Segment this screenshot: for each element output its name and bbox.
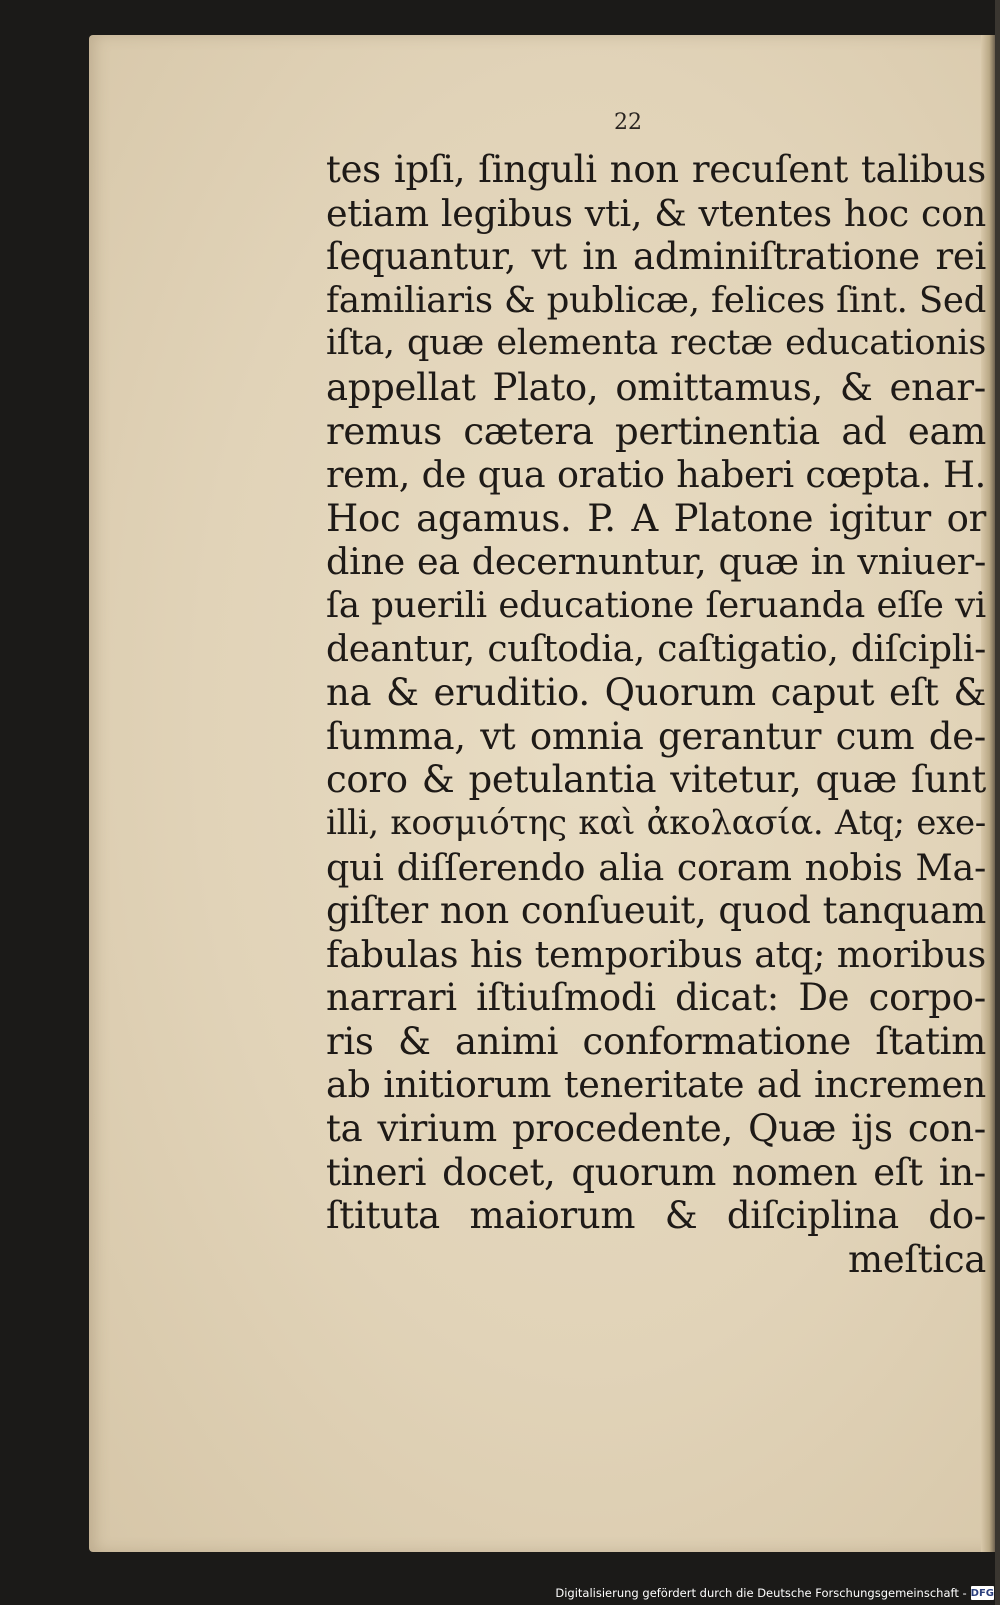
text-line: rem, de qua oratio haberi cœpta. H. (326, 453, 986, 497)
text-line: narrari iſtiuſmodi dicat: De corpo- (326, 976, 986, 1020)
text-line: ſumma, vt omnia gerantur cum de- (326, 714, 986, 758)
text-line: ta virium procedente, Quæ ijs con- (326, 1107, 986, 1151)
text-line: tineri docet, quorum nomen eſt in- (326, 1150, 986, 1194)
text-line: ris & animi conformatione ſtatim (326, 1019, 986, 1063)
page-number: 22 (614, 110, 642, 135)
text-line: Hoc agamus. P. A Platone igitur or (326, 496, 986, 540)
text-line: ab initiorum teneritate ad incremen (326, 1063, 986, 1107)
text-line: meſtica (847, 1237, 986, 1281)
text-line: ſa puerili educatione ſeruanda eſſe vi (326, 584, 986, 626)
text-line: tes ipſi, ſinguli non recuſent talibus (326, 148, 986, 191)
text-line: dine ea decernuntur, quæ in vniuer- (326, 540, 986, 584)
text-line: remus cætera pertinentia ad eam (326, 409, 986, 453)
text-line: appellat Plato, omittamus, & enar- (326, 365, 986, 409)
binding-edge (995, 0, 1000, 1605)
text-line: giſter non conſueuit, quod tanquam (326, 889, 986, 933)
text-line: coro & petulantia vitetur, quæ ſunt (326, 758, 986, 802)
text-line: illi, κοσμιότης καὶ ἀκολασία. Atq; exe- (326, 802, 986, 843)
dfg-logo: DFG (970, 1587, 994, 1599)
text-line: deantur, cuſtodia, caſtigatio, diſcipli- (326, 628, 986, 670)
footer-credit: Digitalisierung gefördert durch die Deutsche Forschungsgemeinschaft - (555, 1586, 967, 1600)
text-line: ſtituta maiorum & diſciplina do- (326, 1194, 986, 1238)
text-line: na & eruditio. Quorum caput eſt & (326, 671, 986, 715)
footer (555, 1584, 994, 1602)
text-line: iſta, quæ elementa rectæ educationis (326, 323, 986, 364)
text-line: etiam legibus vti, & vtentes hoc con (326, 191, 986, 235)
text-line: qui diſſerendo alia coram nobis Ma- (326, 845, 986, 889)
text-block (326, 148, 986, 1281)
text-line: familiaris & publicæ, felices ſint. Sed (326, 279, 986, 321)
text-line: fabulas his temporibus atq; moribus (326, 932, 986, 976)
text-line: ſequantur, vt in adminiſtratione rei (326, 235, 986, 279)
